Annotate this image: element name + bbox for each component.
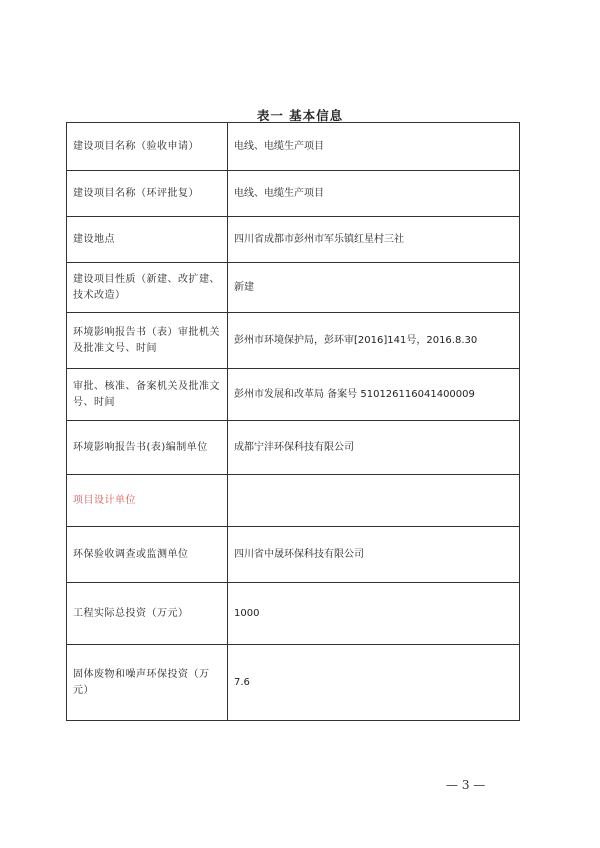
row-label: 审批、核准、备案机关及批准文号、时间 [67,369,228,421]
row-value [228,475,520,527]
row-value: 四川省成都市彭州市军乐镇红星村三社 [228,217,520,263]
row-label: 建设地点 [67,217,228,263]
row-label: 项目设计单位 [67,475,228,527]
row-label: 环境影响报告书(表)编制单位 [67,421,228,475]
row-label: 建设项目名称（环评批复） [67,171,228,217]
table-row [67,475,520,527]
table-row [67,263,520,313]
row-value: 新建 [228,263,520,313]
table-row [67,313,520,369]
row-label: 建设项目名称（验收申请） [67,123,228,171]
table-row [67,421,520,475]
row-value: 电线、电缆生产项目 [228,123,520,171]
row-label: 环境影响报告书（表）审批机关及批准文号、时间 [67,313,228,369]
table-row [67,645,520,721]
table-row [67,217,520,263]
table-row [67,527,520,583]
page-number: — 3 — [446,778,486,792]
page-title: 表一 基本信息 [256,108,344,123]
table-row [67,123,520,171]
table-row [67,369,520,421]
row-value: 彭州市环境保护局，彭环审[2016]141号，2016.8.30 [228,313,520,369]
row-label: 工程实际总投资（万元） [67,583,228,645]
row-value: 电线、电缆生产项目 [228,171,520,217]
row-value: 7.6 [228,645,520,721]
row-label: 环保验收调查或监测单位 [67,527,228,583]
basic-info-table [66,122,520,721]
row-value: 四川省中晟环保科技有限公司 [228,527,520,583]
row-value: 成都宁沣环保科技有限公司 [228,421,520,475]
row-value: 彭州市发展和改革局 备案号 510126116041400009 [228,369,520,421]
row-value: 1000 [228,583,520,645]
table-row [67,171,520,217]
row-label: 建设项目性质（新建、改扩建、技术改造） [67,263,228,313]
table-row [67,583,520,645]
row-label: 固体废物和噪声环保投资（万元） [67,645,228,721]
